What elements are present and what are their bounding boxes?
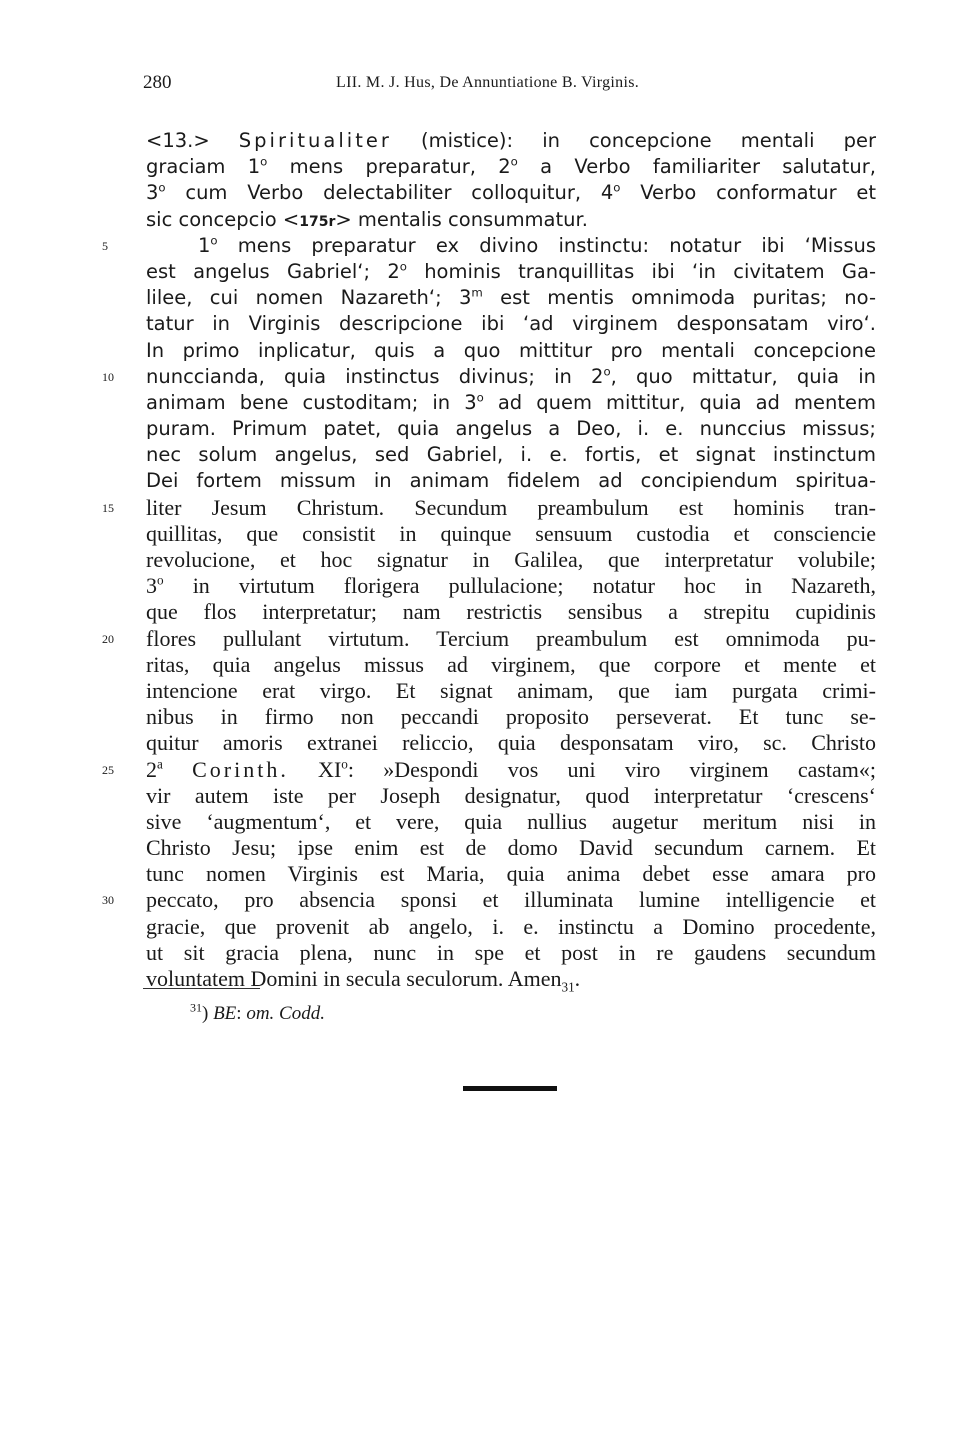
footnote-text: om. Codd. <box>246 1003 325 1024</box>
text-line-24: quitur amoris extranei reliccio, quia desponsatam viro, sc. Christo <box>146 730 876 756</box>
footnote-siglum: BE <box>213 1003 237 1024</box>
main-text <box>102 128 877 995</box>
text-line-8: tatur in Virginis descripcione ibi ‘ad virginem desponsatam viro‘. <box>146 312 876 336</box>
text-line-18: 3$^o$ in virtutum florigera pullulacione; notatur hoc in Nazareth, <box>146 572 876 599</box>
line-number-25: 25 <box>102 762 114 777</box>
text-line-14: Dei fortem missum in animam fidelem ad concipiendum spiritua- <box>146 469 876 493</box>
text-line-32: ut sit gracia plena, nunc in spe et post in re gaudens secundum <box>146 939 876 965</box>
text-line-26: vir autem iste per Joseph designatur, quod interpretatur ‘crescens‘ <box>146 782 876 808</box>
text-line-20: 20 flores pullulant virtutum. Tercium preambulum est omnimoda pu- <box>146 626 876 652</box>
folio-marker: 175r <box>299 213 336 230</box>
text-line-29: tunc nomen Virginis est Maria, quia anima debet esse amara pro <box>146 861 876 887</box>
footnote: $^{31}$) BE: om. Codd. <box>190 1000 325 1024</box>
text-line-30: 30 peccato, pro absencia sponsi et illuminata lumine intelligencie et <box>146 887 876 913</box>
text-line-2: graciam 1$^o$ mens preparatur, 2$^o$ a Verbo familiariter salutatur, <box>146 154 876 179</box>
text-line-4: sic concepcio <175r> mentalis consummatur. <box>146 207 588 231</box>
text-line-5: 5 1$^o$ mens preparatur ex divino instinctu: notatur ibi ‘Missus <box>146 233 876 259</box>
text-line-3: 3$^o$ cum Verbo delectabiliter colloquitur, 4$^o$ Verbo conformatur et <box>146 180 876 205</box>
text-line-11: animam bene custoditam; in 3$^o$ ad quem mittitur, quia ad mentem <box>146 390 876 414</box>
text-line-16: quillitas, que consistit in quinque sensuum custodia et consciencie <box>146 520 876 546</box>
text-line-25: 25 2$^a$ Corinth. $XI^o$: »Despondi vos uni viro virginem castam«; <box>146 757 876 783</box>
text-line-15: 15 liter Jesum Christum. Secundum preambulum est hominis tran- <box>146 495 876 521</box>
text-line-17: revolucione, et hoc signatur in Galilea, que interpretatur volubile; <box>146 547 876 572</box>
text-line-6: est angelus Gabriel‘; 2$^o$ hominis tranquillitas ibi ‘in civitatem Ga- <box>146 259 877 283</box>
text-line-27: sive ‘augmentum‘, et vere, quia nullius augetur meritum nisi in <box>146 808 876 834</box>
text-line-22: intencione erat virgo. Et signat animam, que iam purgata crimi- <box>146 677 876 703</box>
line-number-15: 15 <box>102 500 114 515</box>
text-line-31: gracie, que provenit ab angelo, i. e. instinctu a Domino procedente, <box>146 913 876 939</box>
end-rule <box>463 1086 557 1091</box>
running-title: LII. M. J. Hus, De Annuntiatione B. Virginis. <box>336 74 640 91</box>
text-line-1: <13.> Spiritualiter (mistice): in concepcione mentali per <box>146 129 876 152</box>
text-line-33: voluntatem Domini in secula seculorum. Amen$_{31}$. <box>146 966 581 995</box>
footnote-mark: 31 <box>190 1000 202 1015</box>
text-line-10: 10 nunccianda, quia instinctus divinus; in 2$^o$, quo mittatur, quia in <box>146 364 876 390</box>
text-line-12: puram. Primum patet, quia angelus a Deo, i. e. nunccius missus; <box>146 417 876 441</box>
line-number-5: 5 <box>102 238 108 253</box>
line-number-10: 10 <box>102 369 114 384</box>
text-line-23: nibus in firmo non peccandi proposito perseverat. Et tunc se- <box>146 704 876 730</box>
spaced-word: Corinth. <box>192 756 289 782</box>
text-line-9: In primo inplicatur, quis a quo mittitur pro mentali concepcione <box>146 338 876 362</box>
footnote-rule <box>143 988 260 989</box>
text-line-13: nec solum angelus, sed Gabriel, i. e. fortis, et signat instinctum <box>146 443 876 467</box>
line-number-30: 30 <box>102 893 114 908</box>
text-line-19: que flos interpretatur; nam restrictis sensibus a strepitu cupidinis <box>146 599 876 625</box>
line-number-20: 20 <box>102 631 114 646</box>
text-line-7: lilee, cui nomen Nazareth‘; 3$^m$ est mentis omnimoda puritas; no- <box>146 285 876 310</box>
text-line-21: ritas, quia angelus missus ad virginem, que corpore et mente et <box>146 651 876 677</box>
page-number: 280 <box>143 72 172 93</box>
spaced-word: Spiritualiter <box>238 129 392 152</box>
text-line-28: Christo Jesu; ipse enim est de domo David secundum carnem. Et <box>146 835 876 861</box>
